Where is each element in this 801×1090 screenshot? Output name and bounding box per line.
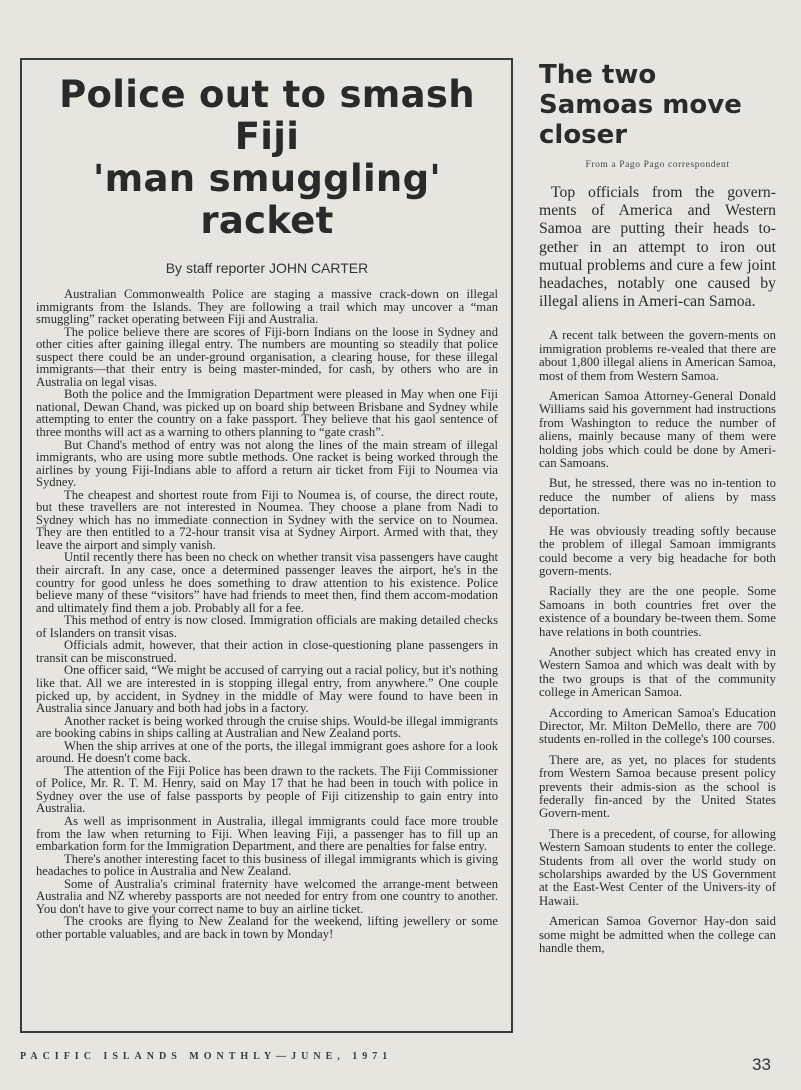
headline-line-2: Samoas move bbox=[539, 90, 742, 120]
fiji-article-headline bbox=[36, 74, 498, 242]
page-number: 33 bbox=[752, 1055, 771, 1074]
headline-line-1: Police out to smash Fiji bbox=[59, 73, 475, 158]
paragraph: Racially they are the one people. Some Samoans in both countries fret over the existence of a boundary be-tween them. Some have relations in both countries. bbox=[539, 584, 776, 639]
headline-line-3: closer bbox=[539, 120, 628, 150]
paragraph: Both the police and the Immigration Department were pleased in May when one Fiji national, Dewan Chand, was picked up on board ship between Brisbane and Sydney while attempting to enter the country on a fake passport. They believe that his gaol sentence of three months will act as a warning to others planning to “gate crash”. bbox=[36, 387, 498, 440]
paragraph: Australian Commonwealth Police are staging a massive crack-down on illegal immigrants from the Islands. They are following a trail which may uncover a “man smuggling” racket operating between Fiji and Australia. bbox=[36, 287, 498, 327]
headline-line-1: The two bbox=[539, 60, 657, 90]
paragraph: There are, as yet, no places for students from Western Samoa because present policy prevents their admis-sion as the school is federally fin-anced by the United States Govern-ment. bbox=[539, 752, 776, 821]
paragraph: There's another interesting facet to this business of illegal immigrants which is giving headaches to police in Australia and New Zealand. bbox=[36, 851, 498, 879]
paragraph: The crooks are flying to New Zealand for the weekend, lifting jewellery or some other portable valuables, and are back in town by Monday! bbox=[36, 914, 498, 941]
paragraph: Officials admit, however, that their action in close-questioning plane passengers in transit can be misconstrued. bbox=[36, 638, 498, 665]
paragraph: The police believe there are scores of Fiji-born Indians on the loose in Sydney and other cities after gaining illegal entry. The numbers are mounting so steadily that police suspect there could be an under-ground organisation, a clearing house, for these illegal immigrants—that their entry is being master-minded, for cash, by others who are in Australia on legal visas. bbox=[36, 324, 498, 389]
paragraph: American Samoa Attorney-General Donald Williams said his government had instructions from Washington to reduce the number of aliens, mainly because many of them were holding jobs which could be done by Ameri-can Samoans. bbox=[539, 389, 776, 471]
paragraph: Until recently there has been no check on whether transit visa passengers have caught their aircraft. In any case, once a determined passenger leaves the airport, he's in the country for good unless he does something to draw attention to his existence. Police believe many of these “visitors” have had friends to meet then, find them accom-modation and ultimately find them a job. Probably all for a fee. bbox=[36, 550, 498, 615]
paragraph: This method of entry is now closed. Immigration officials are making detailed checks of Islanders on transit visas. bbox=[36, 613, 498, 640]
paragraph: One officer said, “We might be accused of carrying out a racial policy, but it's nothing like that. All we are interested in is stopping illegal entry, from anywhere.” One couple picked up, by accident, in Sydney in the middle of May were found to have been in Australia since January and both had jobs in a factory. bbox=[36, 663, 498, 716]
paragraph: When the ship arrives at one of the ports, the illegal immigrant goes ashore for a look around. He doesn't come back. bbox=[36, 738, 498, 766]
samoa-article-headline bbox=[539, 60, 776, 150]
paragraph: American Samoa Governor Hay-don said some might be admitted when the college can handle them, bbox=[539, 914, 776, 956]
fiji-article-body bbox=[36, 288, 498, 940]
paragraph: The attention of the Fiji Police has been drawn to the rackets. The Fiji Commissioner of Police, Mr. R. T. M. Henry, said on May 17 that he had been in touch with police in Sydney over the use of false passports by people of Fiji citizenship to gain entry into Australia. bbox=[36, 763, 498, 816]
paragraph: A recent talk between the govern-ments on immigration problems re-vealed that there are about 1,800 illegal aliens in American Samoa, most of them from Western Samoa. bbox=[539, 328, 776, 383]
paragraph: According to American Samoa's Education Director, Mr. Milton DeMello, there are 700 students en-rolled in the college's 100 courses. bbox=[539, 705, 776, 747]
correspondent-credit: From a Pago Pago correspondent bbox=[585, 160, 730, 170]
paragraph: But Chand's method of entry was not along the lines of the main stream of illegal immigrants, who are using more subtle methods. One racket is being worked through the airlines by young Fiji-Indians able to afford a return air ticket from Fiji to Noumea via Sydney. bbox=[36, 437, 498, 490]
paragraph: Another racket is being worked through the cruise ships. Would-be illegal immigrants are booking cabins in ships calling at Australian and New Zealand ports. bbox=[36, 713, 498, 741]
paragraph: He was obviously treading softly because the problem of illegal Samoan immigrants could become a very big headache for both govern-ments. bbox=[539, 523, 776, 578]
fiji-article bbox=[36, 66, 498, 940]
paragraph: But, he stressed, there was no in-tention to reduce the number of aliens by mass deportation. bbox=[539, 476, 776, 518]
samoa-article-body bbox=[539, 329, 776, 955]
paragraph: Another subject which has created envy in Western Samoa and which was dealt with by the two groups is that of the community college in American Samoa. bbox=[539, 644, 776, 700]
magazine-footer: PACIFIC ISLANDS MONTHLY—JUNE, 1971 bbox=[20, 1051, 393, 1062]
paragraph: The cheapest and shortest route from Fiji to Noumea is, of course, the direct route, but these travellers are not interested in Noumea. They choose a plane from Nadi to Sydney which has no immediate connection in Sydney with the service on to Noumea. They are then entitled to a 72-hour transit visa at Sydney Airport. Armed with that, they leave the airport and simply vanish. bbox=[36, 487, 498, 552]
byline: By staff reporter JOHN CARTER bbox=[165, 260, 369, 276]
lead-paragraph: Top officials from the govern-ments of America and Western Samoa are putting their heads to-gether in an attempt to iron out mutual problems and cure a few joint headaches, notably one caused by illegal aliens in Ameri-can Samoa. bbox=[539, 184, 776, 311]
headline-line-2: 'man smuggling' racket bbox=[93, 157, 441, 242]
paragraph: There is a precedent, of course, for allowing Western Samoan students to enter the college. Students from all over the world study on scholarships awarded by the US Government at the East-West Center of the Univers-ity of Hawaii. bbox=[539, 826, 776, 908]
paragraph: As well as imprisonment in Australia, illegal immigrants could face more trouble from the law when returning to Fiji. When leaving Fiji, a passenger has to fill up an embarkation form for the Immigration Department, and there are penalties for false entry. bbox=[36, 813, 498, 854]
paragraph: Some of Australia's criminal fraternity have welcomed the arrange-ment between Australia and NZ whereby passports are not needed for entry from one country to another. You don't have to give your correct name to buy an airline ticket. bbox=[36, 876, 498, 916]
samoa-article bbox=[539, 60, 776, 962]
